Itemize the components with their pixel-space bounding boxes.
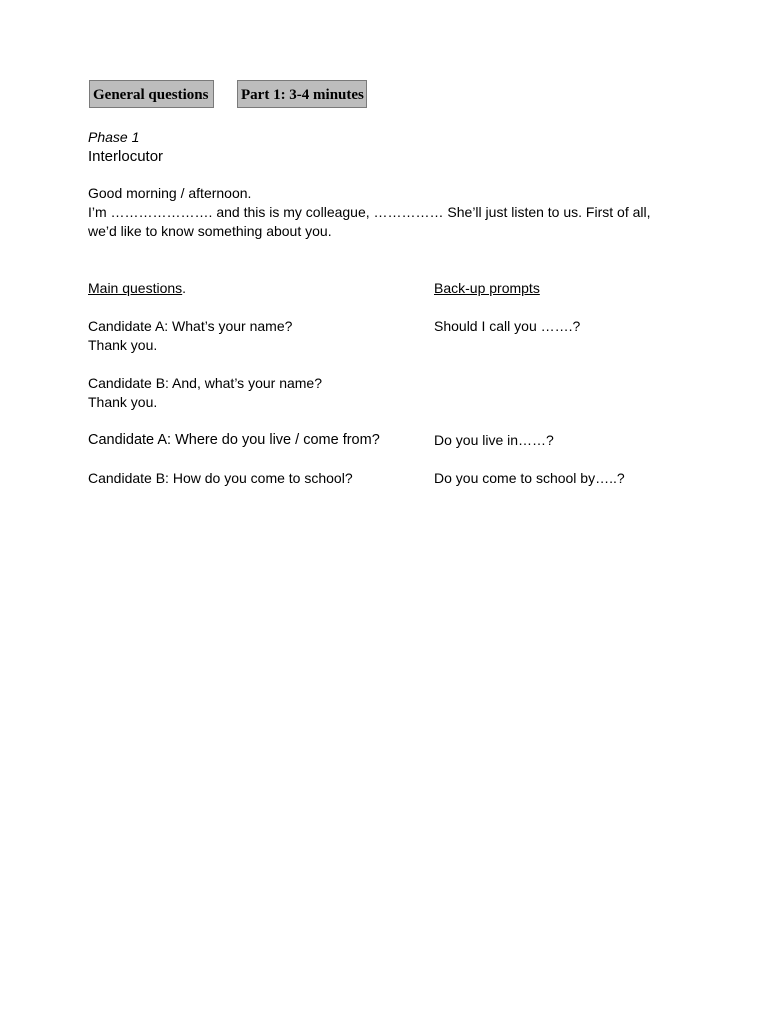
phase-title: Phase 1 xyxy=(88,129,140,145)
header-row xyxy=(88,80,688,110)
question-main: Candidate A: What’s your name? xyxy=(88,318,293,334)
question-followup: Thank you. xyxy=(88,394,158,410)
question-backup: Do you come to school by…..? xyxy=(434,470,625,486)
question-main: Candidate A: Where do you live / come from? xyxy=(88,432,380,448)
question-main: Candidate B: And, what’s your name? xyxy=(88,375,323,391)
introduction-paragraph: I’m …………………. and this is my colleague, …………… She’ll just listen to us. First of all, we’d like to know something about you. xyxy=(88,204,651,239)
backup-prompts-heading: Back-up prompts xyxy=(434,280,540,296)
part-duration-label: Part 1: 3-4 minutes xyxy=(237,80,367,108)
main-questions-heading-period: . xyxy=(182,280,187,296)
main-questions-heading-text: Main questions xyxy=(88,280,183,296)
question-followup: Thank you. xyxy=(88,337,158,353)
document-page xyxy=(88,0,688,1024)
question-main: Candidate B: How do you come to school? xyxy=(88,470,353,486)
greeting-line: Good morning / afternoon. xyxy=(88,185,252,201)
interlocutor-label: Interlocutor xyxy=(88,148,164,165)
main-questions-heading xyxy=(88,279,186,298)
question-backup: Should I call you …….? xyxy=(434,318,581,334)
general-questions-label: General questions xyxy=(89,80,214,108)
question-backup: Do you live in……? xyxy=(434,432,554,448)
